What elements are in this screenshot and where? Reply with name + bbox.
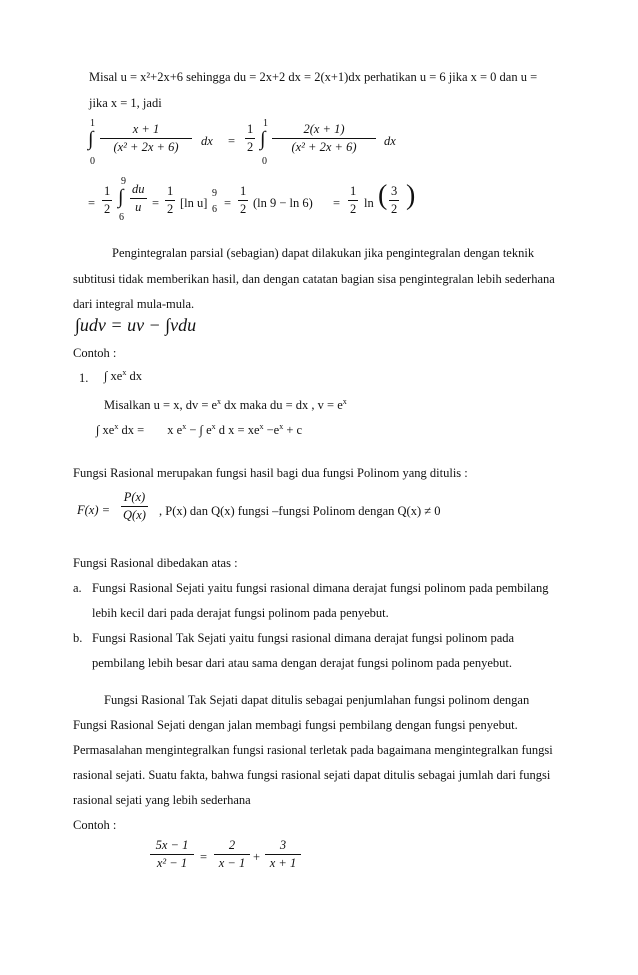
partial-fraction-example: $\frac{5x - 1}{\text{x² − 1}}$ = $\frac{2}{x - 1}$ + $\frac{3}{x + 1}$ bbox=[150, 838, 330, 882]
contoh-label-1: Contoh : bbox=[73, 346, 117, 360]
item-a-mark: a. bbox=[73, 581, 82, 595]
para-1-line-1: Misal u = x²+2x+6 sehingga du = 2x+2 dx = 2(x+1)dx perhatikan u = 6 jika x = 0 dan u = bbox=[89, 70, 538, 84]
equation-integral-1: 1 ∫ 0 $\frac{x + 1}{\text{(x² + 2x + 6)}}$ dx = $\frac{1}{2}$ 1 ∫ 0 $\frac{2(x + 1)}{\text{(x² + 2x + 6)}}$ dx bbox=[88, 118, 396, 167]
contoh-label-2: Contoh : bbox=[73, 818, 117, 832]
partial-integration-formula: ∫udv = uv − ∫vdu bbox=[75, 315, 197, 335]
para-1-line-2: jika x = 1, jadi bbox=[89, 96, 162, 110]
item-b-line-1: Fungsi Rasional Tak Sejati yaitu fungsi rasional dimana derajat fungsi polinom pada bbox=[92, 631, 515, 645]
rational-function-definition: F(x) = $\frac{P(x)}{Q(x)}$ , P(x) dan Q(x) fungsi –fungsi Polinom dengan Q(x) ≠ 0 bbox=[77, 490, 441, 522]
example-1-substitution: Misalkan u = x, dv = $e^x$ dx maka du = dx , $v = e^x$ bbox=[104, 397, 347, 412]
example-1-result: ∫ $xe^x$ dx = x $e^x$ − ∫ $e^x$ d $x = xe^x -e^x + c$ bbox=[96, 422, 303, 437]
item-a-line-1: Fungsi Rasional Sejati yaitu fungsi rasional dimana derajat fungsi polinom pada pembilang bbox=[92, 581, 549, 595]
equation-integral-2: = $\frac{1}{2}$ 9 ∫ 6 $\frac{du}{u}$ = $\frac{1}{2}$ [ln u] 9 6 = $\frac{1}{2}$ (ln 9 − ln 6) = $\frac{1}{2}$ ln ( $\frac{3}{2}$ ) bbox=[88, 176, 416, 223]
example-1-number: 1. bbox=[79, 371, 89, 385]
para-2-line-1: Pengintegralan parsial (sebagian) dapat dilakukan jika pengintegralan dengan teknik bbox=[112, 246, 535, 260]
item-b-line-2: pembilang lebih besar dari atau sama dengan derajat fungsi polinom pada penyebut. bbox=[92, 656, 513, 670]
para-5-line-2: Fungsi Rasional Sejati dengan jalan membagi fungsi pembilang dengan fungsi penyebut. bbox=[73, 718, 518, 732]
para-5-line-3: Permasalahan mengintegralkan fungsi rasional terletak pada bagaimana mengintegralkan fungsi bbox=[73, 743, 553, 757]
example-1-integral: ∫ $xe^x$ dx bbox=[104, 368, 142, 383]
para-5-line-5: rasional sejati yang lebih sederhana bbox=[73, 793, 251, 807]
item-a-line-2: lebih kecil dari pada derajat fungsi polinom pada penyebut. bbox=[92, 606, 389, 620]
para-3: Fungsi Rasional merupakan fungsi hasil bagi dua fungsi Polinom yang ditulis : bbox=[73, 466, 468, 480]
para-2-line-2: subtitusi tidak memberikan hasil, dan dengan catatan bagian sisa pengintegralan lebih sederhana bbox=[73, 272, 555, 286]
para-4: Fungsi Rasional dibedakan atas : bbox=[73, 556, 238, 570]
item-b-mark: b. bbox=[73, 631, 83, 645]
integral-sign: ∫ bbox=[88, 128, 94, 150]
para-5-line-4: rasional sejati. Suatu fakta, bahwa fungsi rasional sejati dapat ditulis sebagai jumlah dari fungsi bbox=[73, 768, 551, 782]
para-2-line-3: dari integral mula-mula. bbox=[73, 297, 195, 311]
para-5-line-1: Fungsi Rasional Tak Sejati dapat ditulis sebagai penjumlahan fungsi polinom dengan bbox=[104, 693, 530, 707]
